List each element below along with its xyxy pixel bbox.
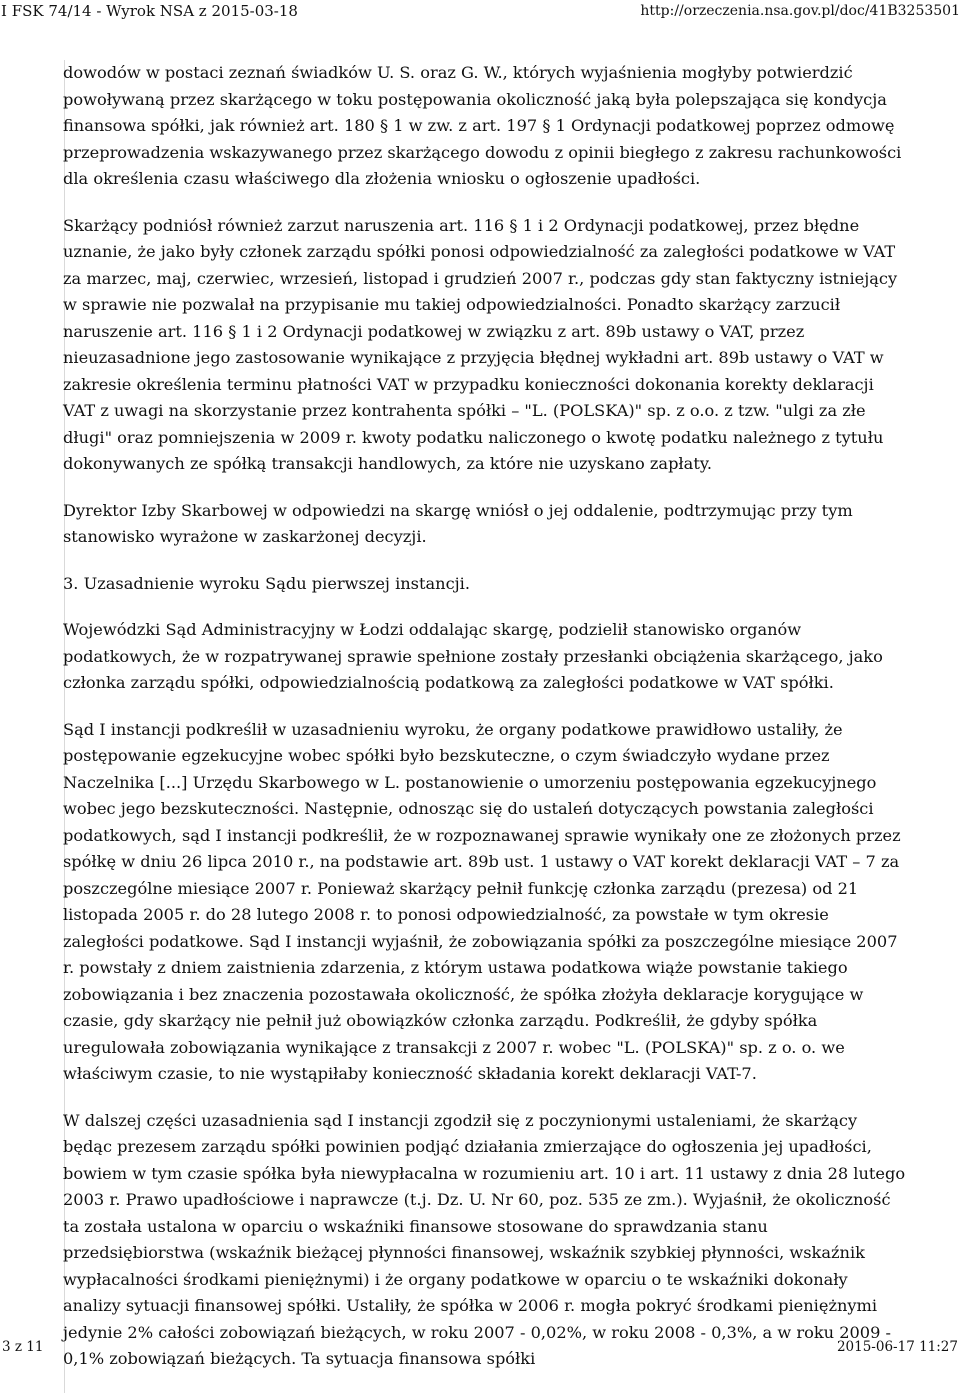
page-number: 3 z 11 <box>2 1339 44 1355</box>
paragraph: W dalszej części uzasadnienia sąd I instancji zgodził się z poczynionymi ustaleniami, że skarżący będąc prezesem zarządu spółki powinien podjąć działania zmierzające do ogłoszenia jej upadłości, bowiem w tym czasie spółka była niewypłacalna w rozumieniu art. 10 i art. 11 ustawy z dnia 28 lutego 2003 r. Prawo upadłościowe i naprawcze (t.j. Dz. U. Nr 60, poz. 535 ze zm.). Wyjaśnił, że okoliczność ta została ustalona w oparciu o wskaźniki finansowe stosowane do sprawdzania stanu przedsiębiorstwa (wskaźnik bieżącej płynności finansowej, wskaźnik szybkiej płynności, wskaźnik wypłacalności środkami pieniężnymi) i że organy podatkowe w oparciu o te wskaźniki dokonały analizy sytuacji finansowej spółki. Ustaliły, że spółka w 2006 r. mogła pokryć środkami pieniężnymi jedynie 2% całości zobowiązań bieżących, w roku 2007 - 0,02%, w roku 2008 - 0,3%, a w roku 2009 - 0,1% zobowiązań bieżących. Ta sytuacja finansowa spółki <box>63 1110 906 1368</box>
section-heading: 3. Uzasadnienie wyroku Sądu pierwszej instancji. <box>63 573 470 593</box>
page-footer <box>0 1337 960 1357</box>
document-body <box>64 60 907 1393</box>
paragraph: dowodów w postaci zeznań świadków U. S. oraz G. W., których wyjaśnienia mogłyby potwierdzić powoływaną przez skarżącego w toku postępowania okoliczność jaką była polepszająca się kondycja finansowa spółki, jak również art. 180 § 1 w zw. z art. 197 § 1 Ordynacji podatkowej poprzez odmowę przeprowadzenia wskazywanego przez skarżącego dowodu z opinii biegłego z zakresu rachunkowości dla określenia czasu właściwego dla złożenia wniosku o ogłoszenie upadłości. <box>63 63 902 188</box>
document-url[interactable]: http://orzeczenia.nsa.gov.pl/doc/41B3253501 <box>640 3 960 19</box>
print-timestamp: 2015-06-17 11:27 <box>836 1339 958 1355</box>
paragraph: Sąd I instancji podkreślił w uzasadnieniu wyroku, że organy podatkowe prawidłowo ustaliły, że postępowanie egzekucyjne wobec spółki było bezskuteczne, o czym świadczyło wydane przez Naczelnika [...] Urzędu Skarbowego w L. postanowienie o umorzeniu postępowania egzekucyjnego wobec jego bezskuteczności. Następnie, odnosząc się do ustaleń dotyczących powstania zaległości podatkowych, sąd I instancji podkreślił, że w rozpoznawanej sprawie wynikały one ze złożonych przez spółkę w dniu 26 lipca 2010 r., na podstawie art. 89b ust. 1 ustawy o VAT korekt deklaracji VAT – 7 za poszczególne miesiące 2007 r. Ponieważ skarżący pełnił funkcję członka zarządu (prezesa) od 21 listopada 2005 r. do 28 lutego 2008 r. to ponosi odpowiedzialność, za powstałe w tym okresie zaległości podatkowe. Sąd I instancji wyjaśnił, że zobowiązania spółki za poszczególne miesiące 2007 r. powstały z dniem zaistnienia zdarzenia, z którym ustawa podatkowa wiąże powstanie takiego zobowiązania i bez znaczenia pozostawała okoliczność, że spółka złożyła deklaracje korygujące w czasie, gdy skarżący nie pełnił już obowiązków członka zarządu. Podkreślił, że gdyby spółka uregulowała zobowiązania wynikające z transakcji z 2007 r. wobec "L. (POLSKA)" sp. z o. o. we właściwym czasie, to nie wystąpiłaby konieczność składania korekt deklaracji VAT-7. <box>63 719 901 1083</box>
document-title: I FSK 74/14 - Wyrok NSA z 2015-03-18 <box>1 2 298 20</box>
page-header <box>0 0 960 24</box>
paragraph: Wojewódzki Sąd Administracyjny w Łodzi oddalając skargę, podzielił stanowisko organów podatkowych, że w rozpatrywanej sprawie spełnione zostały przesłanki obciążenia skarżącego, jako członka zarządu spółki, odpowiedzialnością podatkową za zaległości podatkowe w VAT spółki. <box>63 620 883 692</box>
paragraph: Dyrektor Izby Skarbowej w odpowiedzi na skargę wniósł o jej oddalenie, podtrzymując przy tym stanowisko wyrażone w zaskarżonej decyzji. <box>63 500 853 546</box>
paragraph: Skarżący podniósł również zarzut naruszenia art. 116 § 1 i 2 Ordynacji podatkowej, przez błędne uznanie, że jako były członek zarządu spółki ponosi odpowiedzialność za zaległości podatkowe w VAT za marzec, maj, czerwiec, wrzesień, listopad i grudzień 2007 r., podczas gdy stan faktyczny istniejący w sprawie nie pozwalał na przypisanie mu takiej odpowiedzialności. Ponadto skarżący zarzucił naruszenie art. 116 § 1 i 2 Ordynacji podatkowej w związku z art. 89b ustawy o VAT, przez nieuzasadnione jego zastosowanie wynikające z przyjęcia błędnej wykładni art. 89b ustawy o VAT w zakresie określenia terminu płatności VAT w przypadku konieczności dokonania korekty deklaracji VAT z uwagi na skorzystanie przez kontrahenta spółki – "L. (POLSKA)" sp. z o.o. z tzw. "ulgi za złe długi" oraz pomniejszenia w 2009 r. kwoty podatku naliczonego o kwotę podatku należnego z tytułu dokonywanych ze spółką transakcji handlowych, za które nie uzyskano zapłaty. <box>63 215 898 473</box>
